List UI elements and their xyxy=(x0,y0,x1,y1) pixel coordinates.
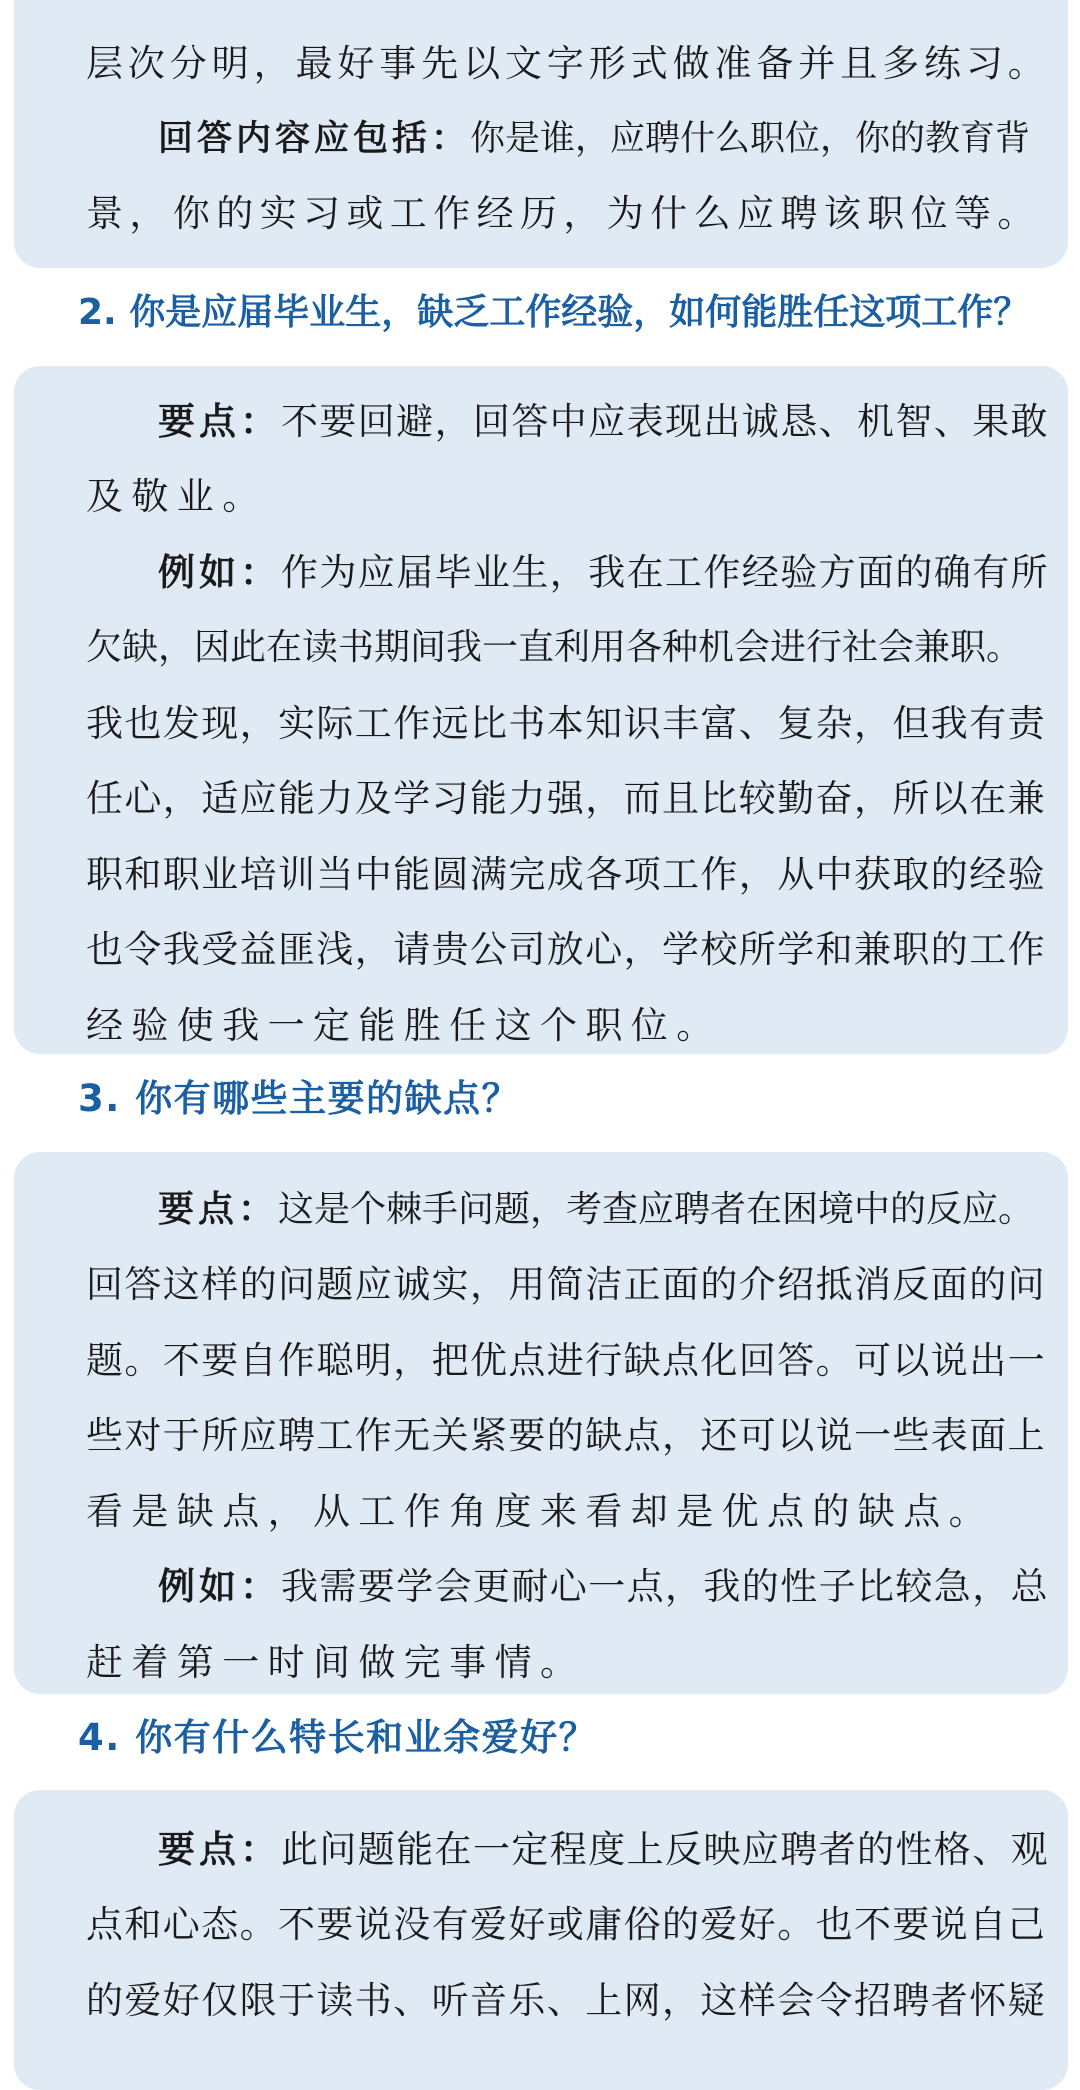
key-point-text: 此问题能在一定程度上反映应聘者的性格、观 xyxy=(281,1828,1049,1871)
text-line: 些对于所应聘工作无关紧要的缺点，还可以说一些表面上 xyxy=(86,1414,1046,1457)
key-point-label: 要点： xyxy=(158,400,281,443)
content-text: 你是谁，应聘什么职位，你的教育背 xyxy=(470,119,1031,159)
text-line: 也令我受益匪浅，请贵公司放心，学校所学和兼职的工作 xyxy=(86,928,1046,971)
question-heading-4: 4. 你有什么特长和业余爱好？ xyxy=(78,1716,598,1759)
text-line: 点和心态。不要说没有爱好或庸俗的爱好。也不要说自己 xyxy=(86,1903,1046,1946)
example-text: 我需要学会更耐心一点，我的性子比较急，总 xyxy=(281,1565,1049,1608)
example-text: 作为应届毕业生，我在工作经验方面的确有所 xyxy=(281,551,1049,594)
content-label: 回答内容应包括： xyxy=(158,119,471,159)
text-line: 的爱好仅限于读书、听音乐、上网，这样会令招聘者怀疑 xyxy=(86,1979,1046,2022)
text-line: 及敬业。 xyxy=(86,475,268,518)
text-line: 我也发现，实际工作远比书本知识丰富、复杂，但我有责 xyxy=(86,702,1046,745)
text-line: 赶着第一时间做完事情。 xyxy=(86,1641,586,1684)
text-line: 职和职业培训当中能圆满完成各项工作，从中获取的经验 xyxy=(86,853,1046,896)
text-line: 回答这样的问题应诚实，用简洁正面的介绍抵消反面的问 xyxy=(86,1263,1046,1306)
text-line xyxy=(158,119,1030,159)
key-point-label: 要点： xyxy=(158,1189,279,1230)
text-line: 景，你的实习或工作经历，为什么应聘该职位等。 xyxy=(86,192,1041,235)
text-line xyxy=(158,553,1049,593)
text-line: 题。不要自作聪明，把优点进行缺点化回答。可以说出一 xyxy=(86,1339,1046,1382)
example-label: 例如： xyxy=(158,1565,281,1608)
key-point-text: 不要回避，回答中应表现出诚恳、机智、果敢 xyxy=(281,400,1049,443)
text-line xyxy=(158,1190,1034,1230)
text-line: 欠缺，因此在读书期间我一直利用各种机会进行社会兼职。 xyxy=(86,627,1023,668)
text-line: 经验使我一定能胜任这个职位。 xyxy=(86,1004,722,1047)
text-line xyxy=(158,1567,1049,1607)
text-line xyxy=(158,1830,1049,1870)
key-point-text: 这是个棘手问题，考查应聘者在困境中的反应。 xyxy=(278,1189,1035,1230)
text-line: 任心，适应能力及学习能力强，而且比较勤奋，所以在兼 xyxy=(86,777,1046,820)
example-label: 例如： xyxy=(158,551,281,594)
text-line: 层次分明，最好事先以文字形式做准备并且多练习。 xyxy=(86,42,1050,85)
key-point-label: 要点： xyxy=(158,1828,281,1871)
text-line: 看是缺点，从工作角度来看却是优点的缺点。 xyxy=(86,1490,994,1533)
question-heading-2: 2. 你是应届毕业生，缺乏工作经验，如何能胜任这项工作？ xyxy=(78,292,1030,333)
question-heading-3: 3. 你有哪些主要的缺点？ xyxy=(78,1077,521,1120)
text-line xyxy=(158,402,1049,442)
